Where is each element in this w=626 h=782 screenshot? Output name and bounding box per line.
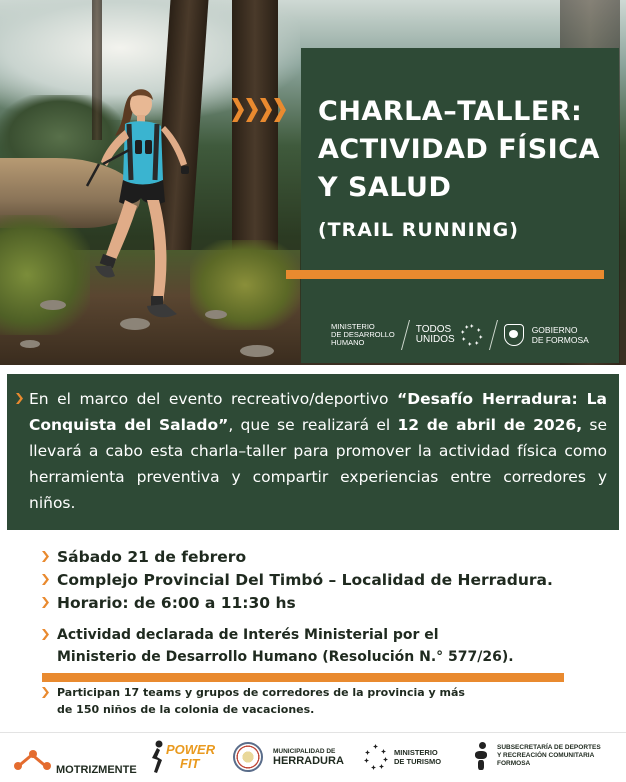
chevron-right-icon (42, 687, 49, 698)
chevrons-icon (232, 98, 288, 122)
detail-participants (42, 684, 602, 718)
logo-text: Y RECREACIÓN COMUNITARIA (497, 752, 595, 759)
motrizmente-logo (14, 746, 137, 776)
page-title (318, 93, 613, 207)
footer-logos (0, 736, 626, 782)
logo-text: MOTRIZMENTE (56, 764, 137, 776)
footer-divider (0, 732, 626, 733)
detail-text: Sábado 21 de febrero (57, 548, 247, 566)
ministerio-desarrollo-logo (331, 323, 395, 347)
detail-place (42, 569, 602, 592)
chevron-right-icon (42, 551, 49, 562)
detail-text: Horario: de 6:00 a 11:30 hs (57, 594, 296, 612)
logo-text: FIT (180, 756, 200, 771)
chevron-right-icon (16, 393, 23, 404)
logo-text: MINISTERIO (331, 322, 375, 331)
intro-text: , que se realizará el (228, 416, 398, 434)
title-line: CHARLA–TALLER: (318, 96, 583, 127)
stars-icon (364, 744, 388, 770)
detail-text: de 150 niños de la colonia de vacaciones. (57, 703, 315, 716)
hero-banner (0, 0, 626, 365)
powerfit-logo (148, 738, 216, 778)
chevron-right-icon (42, 629, 49, 640)
title-line: Y SALUD (318, 172, 452, 203)
detail-text: Participan 17 teams y grupos de corredores de la provincia y más (57, 686, 465, 699)
municipal-seal-icon (233, 742, 263, 772)
orange-divider (42, 673, 564, 682)
logo-text: MUNICIPALIDAD DE (273, 747, 336, 755)
intro-paragraph (29, 386, 607, 516)
detail-schedule (42, 592, 602, 615)
logo-text: DE FORMOSA (531, 335, 589, 345)
logo-text: UNIDOS (415, 334, 455, 345)
detail-date (42, 546, 602, 569)
logo-divider (401, 320, 410, 350)
page-subtitle: (TRAIL RUNNING) (318, 219, 519, 241)
title-line: ACTIVIDAD FÍSICA (318, 134, 600, 165)
detail-text: Complejo Provincial Del Timbó – Localidad de Herradura. (57, 571, 553, 589)
event-details (42, 546, 602, 718)
detail-declared (42, 624, 602, 668)
event-name: “Desafío Herradura: La Conquista del Salado” (29, 390, 607, 434)
stars-icon (461, 324, 483, 346)
hero-logos (331, 318, 589, 352)
detail-text: Actividad declarada de Interés Ministerial por el (57, 627, 439, 643)
athlete-icon (473, 742, 491, 770)
logo-divider (489, 320, 498, 350)
motrizmente-icon (14, 750, 52, 772)
event-date: 12 de abril de 2026, (397, 416, 583, 434)
logo-text: FORMOSA (497, 760, 531, 767)
detail-text: Ministerio de Desarrollo Humano (Resolución N.° 577/26). (57, 649, 514, 665)
turismo-logo (364, 744, 441, 770)
logo-text: SUBSECRETARÍA DE DEPORTES (497, 744, 601, 751)
herradura-logo (233, 742, 344, 772)
logo-text: MINISTERIO (394, 748, 438, 757)
logo-text: HERRADURA (273, 754, 344, 767)
intro-text: En el marco del evento recreativo/deportivo (29, 390, 398, 408)
chevron-right-icon (42, 574, 49, 585)
runner-icon (148, 740, 166, 774)
logo-text: HUMANO (331, 338, 365, 347)
orange-divider (286, 270, 604, 279)
todos-unidos-logo (416, 325, 455, 345)
logo-text: GOBIERNO (531, 325, 578, 335)
chevron-right-icon (42, 597, 49, 608)
intro-text: se llevará a cabo esta charla–taller para promover la actividad física como herramienta preventiva y compartir experiencias entre corredores y niños. (29, 416, 607, 512)
logo-text: DE TURISMO (394, 757, 442, 766)
logo-text: DE DESARROLLO (331, 330, 395, 339)
logo-text: POWER (166, 742, 216, 757)
shield-icon (504, 324, 524, 346)
gobierno-formosa-logo (532, 325, 589, 345)
intro-box (7, 374, 619, 530)
deportes-logo (473, 742, 601, 770)
tree-trunk (232, 0, 278, 260)
ferns-left (0, 215, 90, 335)
logo-text: TODOS (415, 324, 452, 335)
trail-runner-image (85, 80, 215, 350)
